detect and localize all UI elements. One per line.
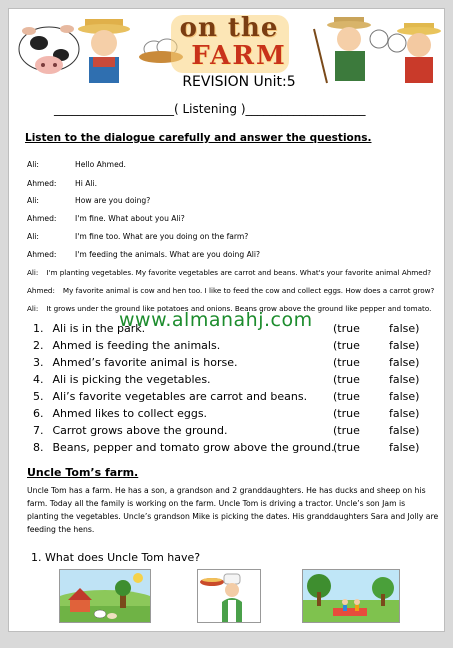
true-option[interactable]: (true — [333, 390, 360, 403]
dialogue-text: Hello Ahmed. — [75, 160, 126, 169]
false-option[interactable]: false) — [389, 390, 420, 403]
dialogue-line — [27, 214, 185, 223]
logo-on-the: on the — [179, 13, 279, 43]
dialogue-text: Hi Ali. — [75, 179, 98, 188]
true-false-item — [33, 356, 433, 371]
dialogue-line — [27, 268, 431, 277]
item-number: 5. — [33, 390, 44, 403]
logo-farm: FARM — [191, 41, 287, 71]
false-option[interactable]: false) — [389, 339, 420, 352]
farm-scene-picture[interactable] — [59, 569, 151, 623]
dialogue-line — [27, 160, 126, 169]
instructions: Listen to the dialogue carefully and answer the questions. — [25, 132, 372, 144]
story-title: Uncle Tom’s farm. — [27, 466, 139, 479]
dialogue-line — [27, 196, 150, 205]
dialogue-text: I'm planting vegetables. My favorite vegetables are carrot and beans. What's your favorite animal Ahmed? — [46, 268, 432, 277]
dialogue-line — [27, 250, 260, 259]
dialogue-speaker: Ali: — [27, 196, 39, 205]
dialogue-text: I'm fine too. What are you doing on the farm? — [75, 232, 249, 241]
dialogue-speaker: Ahmed: — [27, 286, 55, 295]
item-number: 4. — [33, 373, 44, 386]
item-text: Ahmed likes to collect eggs. — [52, 407, 208, 420]
dialogue-speaker: Ali: — [27, 304, 39, 313]
story-paragraph: Uncle Tom has a farm. He has a son, a grandson and 2 granddaughters. He has ducks and sheep on his farm. Today all the family is working on the farm. Uncle Tom is driving a tractor. Uncle’s son Jam is planting the vegetables. Uncle’s grandson Mike is picking the dates. His granddaughters Sara and Jolly are feeding the hens. — [27, 486, 439, 535]
true-option[interactable]: (true — [333, 424, 360, 437]
dialogue-line — [27, 232, 248, 241]
dialogue-speaker: Ali: — [27, 232, 39, 241]
item-number: 8. — [33, 441, 44, 454]
true-option[interactable]: (true — [333, 356, 360, 369]
dialogue-speaker: Ahmed: — [27, 179, 57, 188]
true-false-item — [33, 390, 433, 405]
false-option[interactable]: false) — [389, 356, 420, 369]
dialogue-line — [27, 286, 434, 295]
true-false-item — [33, 339, 433, 354]
true-false-item — [33, 373, 433, 388]
item-number: 7. — [33, 424, 44, 437]
true-option[interactable]: (true — [333, 407, 360, 420]
item-text: Ali is picking the vegetables. — [52, 373, 211, 386]
dialogue-text: My favorite animal is cow and hen too. I like to feed the cow and collect eggs. How does a carrot grow? — [62, 286, 435, 295]
listening-section-heading: ____________________( Listening )____________________ — [54, 102, 366, 116]
false-option[interactable]: false) — [389, 407, 420, 420]
item-number: 2. — [33, 339, 44, 352]
item-text: Ahmed is feeding the animals. — [52, 339, 221, 352]
item-text: Carrot grows above the ground. — [52, 424, 228, 437]
item-text: Ali is in the park. — [52, 322, 146, 335]
picnic-scene-picture[interactable] — [302, 569, 400, 623]
true-false-item — [33, 407, 433, 422]
item-text: Ahmed’s favorite animal is horse. — [52, 356, 238, 369]
dialogue-text: I'm feeding the animals. What are you doing Ali? — [75, 250, 261, 259]
true-option[interactable]: (true — [333, 441, 360, 454]
farmer-illustration — [314, 17, 406, 83]
false-option[interactable]: false) — [389, 322, 420, 335]
right-farmer-illustration — [397, 23, 441, 83]
true-false-item — [33, 424, 433, 439]
item-number: 1. — [33, 322, 44, 335]
dialogue-text: It grows under the ground like potatoes and onions. Beans grow above the ground like pepper and tomato. — [46, 304, 432, 313]
true-false-item — [33, 441, 433, 456]
false-option[interactable]: false) — [389, 373, 420, 386]
dialogue-speaker: Ali: — [27, 268, 39, 277]
false-option[interactable]: false) — [389, 424, 420, 437]
farmer-boy-illustration — [78, 19, 130, 83]
true-option[interactable]: (true — [333, 339, 360, 352]
item-text: Ali’s favorite vegetables are carrot and beans. — [52, 390, 308, 403]
page-title: REVISION Unit:5 — [182, 74, 296, 90]
item-number: 6. — [33, 407, 44, 420]
dialogue-speaker: Ahmed: — [27, 250, 57, 259]
question-1: 1. What does Uncle Tom have? — [31, 551, 201, 564]
true-option[interactable]: (true — [333, 373, 360, 386]
dialogue-speaker: Ahmed: — [27, 214, 57, 223]
worksheet-page — [8, 8, 445, 632]
chef-picture[interactable] — [197, 569, 261, 623]
item-text: Beans, pepper and tomato grow above the ground. — [52, 441, 335, 454]
cow-illustration — [19, 25, 79, 74]
dialogue-speaker: Ali: — [27, 160, 39, 169]
item-number: 3. — [33, 356, 44, 369]
dialogue-text: I'm fine. What about you Ali? — [75, 214, 185, 223]
true-option[interactable]: (true — [333, 322, 360, 335]
dialogue-line — [27, 179, 97, 188]
false-option[interactable]: false) — [389, 441, 420, 454]
dialogue-text: How are you doing? — [75, 196, 151, 205]
watermark: www.almanahj.com — [119, 309, 313, 331]
